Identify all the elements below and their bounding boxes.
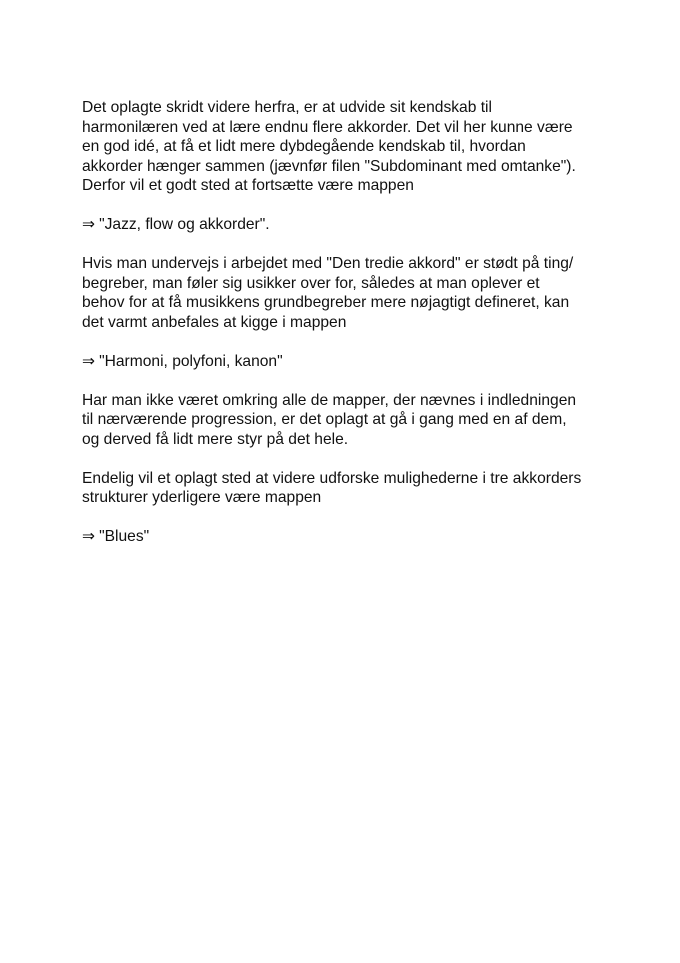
right-double-arrow-icon: ⇒: [82, 352, 96, 370]
paragraph-line: harmonilæren ved at lære endnu flere akkorder. Det vil her kunne være: [82, 118, 573, 136]
paragraph-line: Hvis man undervejs i arbejdet med "Den tredie akkord" er stødt på ting/: [82, 255, 574, 272]
paragraph-line: akkorder hænger sammen (jævnfør filen "Subdominant med omtanke").: [82, 157, 576, 175]
paragraph-line: det varmt anbefales at kigge i mappen: [82, 313, 347, 331]
folder-reference-text: "Jazz, flow og akkorder".: [99, 216, 270, 233]
paragraph-line: til nærværende progression, er det oplagt at gå i gang med en af dem,: [82, 411, 567, 428]
folder-reference-text: "Blues": [99, 528, 150, 545]
paragraph-line: strukturer yderligere være mappen: [82, 489, 322, 506]
document-body: [82, 98, 622, 566]
paragraph-line: behov for at få musikkens grundbegreber mere nøjagtigt defineret, kan: [82, 294, 570, 311]
paragraph-line: begreber, man føler sig usikker over for, således at man oplever et: [82, 274, 540, 292]
paragraph-line: Har man ikke været omkring alle de mapper, der nævnes i indledningen: [82, 391, 577, 409]
paragraph-line: Derfor vil et godt sted at fortsætte være mappen: [82, 177, 414, 194]
paragraph-line: Endelig vil et oplagt sted at videre udforske mulighederne i tre akkorders: [82, 469, 582, 487]
folder-reference-text: "Harmoni, polyfoni, kanon": [99, 352, 283, 370]
right-double-arrow-icon: ⇒: [82, 528, 96, 545]
right-double-arrow-icon: ⇒: [82, 216, 96, 233]
paragraph-line: en god idé, at få et lidt mere dybdegående kendskab til, hvordan: [82, 138, 526, 155]
paragraph-explore: [82, 469, 622, 508]
paragraph-line: Det oplagte skridt videre herfra, er at udvide sit kendskab til: [82, 99, 492, 116]
paragraph-line: og derved få lidt mere styr på det hele.: [82, 430, 349, 448]
folder-reference-jazz: [82, 215, 622, 235]
paragraph-basics: [82, 254, 622, 332]
folder-reference-harmoni: [82, 352, 622, 372]
paragraph-next-step: [82, 98, 622, 196]
paragraph-folders: [82, 391, 622, 450]
folder-reference-blues: [82, 527, 622, 547]
